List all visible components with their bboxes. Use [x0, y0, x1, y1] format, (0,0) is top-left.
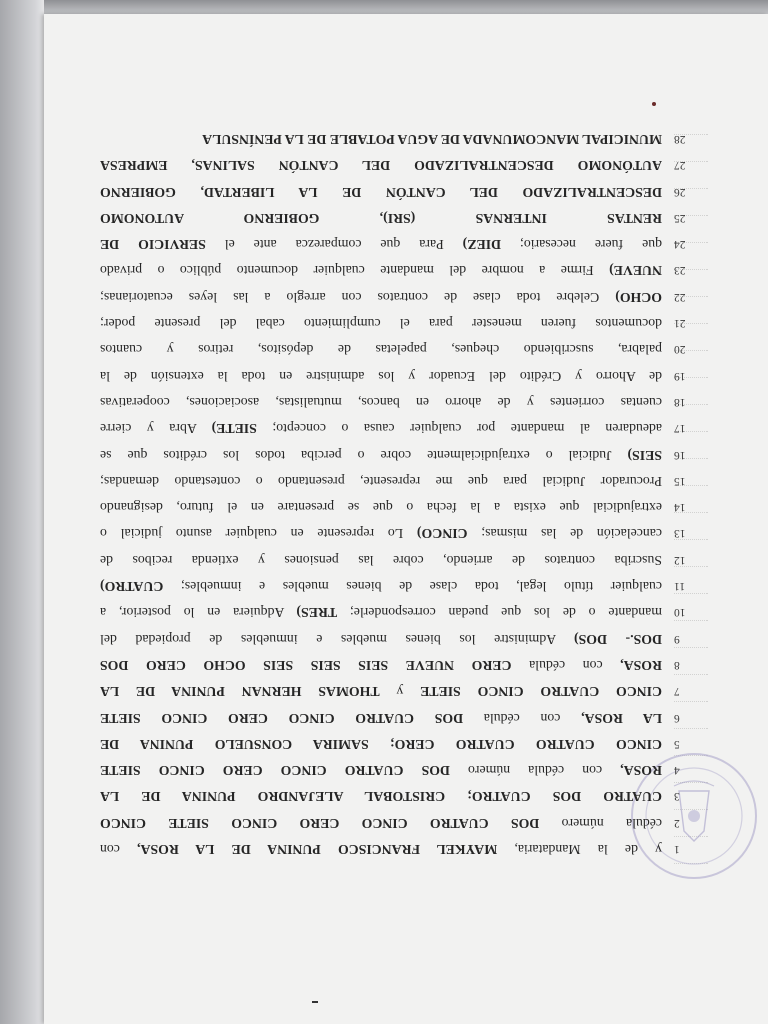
text-segment: Suscriba contratos de arriendo, cobre las pensiones y extienda recibos de	[100, 552, 662, 568]
scanner-top-edge	[0, 0, 768, 14]
text-segment: con cédula número	[449, 763, 621, 779]
text-segment: con	[99, 842, 138, 857]
document-line	[100, 468, 686, 494]
bold-text-segment: CINCO CUATRO CUATRO CERO; SAMIRA CONSUELO PUNINA DE	[100, 736, 662, 752]
text-segment: palabra, suscribiendo cheques, papeletas de depósitos, retiros y cuantos	[100, 342, 662, 358]
document-line	[100, 310, 686, 336]
line-number: 22	[674, 290, 686, 303]
text-segment: Lo represente en cualquier asunto judicial o	[100, 526, 417, 542]
bold-text-segment: DIEZ)	[462, 237, 502, 253]
line-number: 12	[674, 553, 686, 566]
document-line	[100, 520, 686, 546]
document-line	[99, 836, 680, 862]
document-body	[99, 126, 686, 862]
line-text	[100, 415, 662, 441]
line-number: 25	[674, 211, 686, 224]
bold-text-segment: DOS CUATRO CINCO CERO CINCO SIETE CINCO	[100, 815, 540, 831]
text-segment: Procurador Judicial para que me represente, presentando o contestando demandas;	[100, 473, 662, 489]
line-text	[100, 205, 662, 231]
line-number: 10	[674, 606, 686, 619]
document-line	[100, 389, 686, 415]
text-segment: que fuere necesario;	[501, 237, 662, 253]
line-text	[100, 809, 662, 835]
line-number: 16	[674, 448, 686, 461]
line-number: 28	[674, 132, 686, 145]
text-segment: cualquier título legal, toda clase de bienes muebles e inmuebles;	[163, 579, 662, 595]
line-text	[100, 520, 662, 546]
text-segment: con cédula	[511, 657, 621, 673]
bold-text-segment: LA ROSA,	[581, 710, 662, 726]
bold-text-segment: DOS.- DOS)	[574, 631, 662, 647]
ink-speck	[652, 102, 656, 106]
text-segment: con cédula	[463, 710, 582, 726]
document-line	[100, 731, 680, 757]
document-line	[100, 809, 680, 835]
line-number: 5	[674, 737, 680, 750]
document-line	[100, 415, 686, 441]
text-segment: Adquiera en lo posterior, a	[100, 605, 297, 621]
text-segment: Para que comparezca ante el	[205, 237, 463, 253]
document-line	[100, 546, 686, 572]
bold-text-segment: NUEVE)	[609, 263, 662, 279]
text-segment: Celebre toda clase de contratos con arreglo a las leyes ecuatorianas;	[100, 289, 616, 305]
bold-text-segment: SERVICIO DE	[100, 237, 206, 253]
bold-text-segment: CUATRO)	[100, 579, 164, 595]
line-number: 15	[674, 474, 686, 487]
line-number: 19	[674, 369, 686, 382]
bold-text-segment: CINCO)	[416, 526, 468, 542]
text-segment: documentos fueren menester para el cumplimiento cabal del presente poder;	[100, 316, 662, 332]
text-segment: Administre los bienes muebles e inmuebles de propiedad del	[100, 631, 575, 647]
line-number: 3	[674, 790, 680, 803]
bold-text-segment: ROSA,	[620, 657, 662, 673]
text-segment: adeudaren al mandante por cualquier causa o concepto;	[256, 421, 662, 437]
line-number: 4	[674, 764, 680, 777]
document-line	[100, 494, 686, 520]
text-segment: extrajudicial que exista a la fecha o que se presentare en el futuro, designando	[100, 500, 662, 516]
document-line	[100, 152, 686, 178]
text-segment: cédula número	[539, 815, 662, 831]
line-number: 1	[674, 843, 680, 855]
line-text	[100, 625, 662, 651]
line-number: 9	[674, 632, 680, 645]
line-text	[100, 468, 662, 494]
line-text	[100, 573, 662, 599]
line-number: 14	[674, 501, 686, 514]
document-line	[99, 704, 680, 730]
bold-text-segment: MAYKEL FRANCISCO PUNINA DE LA ROSA,	[137, 842, 498, 857]
document-line	[100, 757, 680, 783]
document-line	[100, 178, 686, 204]
line-text	[100, 257, 662, 283]
bold-text-segment: TRES)	[296, 605, 338, 621]
line-number: 17	[674, 422, 686, 435]
bold-text-segment: MUNICIPAL MANCOMUNADA DE AGUA POTABLE DE LA PENÍNSULA	[202, 131, 662, 147]
line-text	[100, 836, 662, 862]
bold-text-segment: DOS CUATRO CINCO CERO CINCO SIETE	[100, 763, 450, 779]
document-line	[99, 678, 680, 704]
text-segment: y de la Mandataria,	[497, 842, 662, 857]
line-number: 18	[674, 395, 686, 408]
document-line	[100, 652, 680, 678]
line-text	[100, 441, 662, 467]
line-text	[100, 336, 662, 362]
document-line	[100, 205, 686, 231]
ink-speck	[312, 1001, 318, 1003]
line-text	[100, 494, 662, 520]
line-number: 13	[674, 527, 686, 540]
line-number: 21	[674, 317, 686, 330]
text-segment: de Ahorro y Crédito del Ecuador y los administre en toda la extensión de la	[100, 368, 662, 384]
line-text	[100, 731, 662, 757]
bold-text-segment: THOMAS HERNAN PUNINA DE LA	[99, 684, 380, 700]
bold-text-segment: DESCENTRALIZADO DEL CANTÓN DE LA LIBERTAD, GOBIERNO	[100, 184, 662, 200]
line-text	[100, 178, 662, 204]
document-line	[100, 573, 686, 599]
line-number: 6	[674, 711, 680, 724]
line-number: 2	[674, 816, 680, 829]
document-line	[100, 441, 686, 467]
line-text	[100, 310, 662, 336]
text-segment: mandante o de los que puedan corresponderle;	[337, 605, 662, 621]
text-segment: Judicial o extrajudicialmente cobre o perciba todos los créditos que se	[100, 447, 628, 463]
document-line	[100, 362, 686, 388]
line-text	[100, 152, 662, 178]
document-line	[100, 283, 686, 309]
line-text	[100, 362, 662, 388]
bold-text-segment: ROSA,	[620, 763, 662, 779]
line-text	[100, 126, 662, 152]
line-text	[100, 389, 662, 415]
bold-text-segment: CERO NUEVE SEIS SEIS SEIS OCHO CERO DOS	[100, 657, 512, 673]
text-segment: Abra y cierre	[100, 421, 212, 437]
line-text	[100, 652, 662, 678]
line-number: 26	[674, 185, 686, 198]
line-number: 7	[674, 685, 680, 698]
line-number: 23	[674, 264, 686, 277]
line-text	[100, 546, 662, 572]
bold-text-segment: DOS CUATRO CINCO CERO CINCO SIETE	[99, 710, 464, 726]
rotated-document-content	[44, 14, 768, 1024]
bold-text-segment: SIETE)	[211, 421, 257, 437]
document-line	[100, 599, 686, 625]
line-text	[100, 231, 662, 257]
line-number: 20	[674, 343, 686, 356]
line-text	[100, 704, 662, 730]
document-line	[100, 336, 686, 362]
line-number: 27	[674, 159, 686, 172]
line-text	[100, 757, 662, 783]
line-text	[100, 783, 662, 809]
scanner-left-edge	[0, 0, 44, 1024]
bold-text-segment: AUTÓNOMO DESCENTRALIZADO DEL CANTÓN SALINAS, EMPRESA	[100, 158, 662, 174]
text-segment: cuentas corrientes y de ahorro en bancos, mutualistas, asociaciones, cooperativas	[100, 394, 662, 410]
bold-text-segment: CINCO CUATRO CINCO SIETE	[420, 684, 662, 700]
bold-text-segment: SEIS)	[627, 447, 662, 463]
line-text	[100, 678, 662, 704]
line-number: 11	[674, 580, 686, 593]
bold-text-segment: OCHO)	[615, 289, 662, 305]
document-line	[100, 126, 686, 152]
bold-text-segment: CUATRO DOS CUATRO; CRISTOBAL ALEJANDRO PUNINA DE LA	[100, 789, 662, 805]
line-number: 8	[674, 658, 680, 671]
document-line	[100, 625, 680, 651]
text-segment: Firme a nombre del mandante cualquier documento público o privado	[100, 263, 610, 279]
document-line	[100, 231, 686, 257]
bold-text-segment: RENTAS INTERNAS (SRI), GOBIERNO AUTONOMO	[100, 210, 662, 226]
line-text	[100, 283, 662, 309]
document-line	[100, 783, 680, 809]
text-segment: y	[379, 684, 421, 700]
line-number: 24	[674, 238, 686, 251]
line-text	[100, 599, 662, 625]
document-line	[100, 257, 686, 283]
text-segment: cancelación de las mismas;	[467, 526, 662, 542]
